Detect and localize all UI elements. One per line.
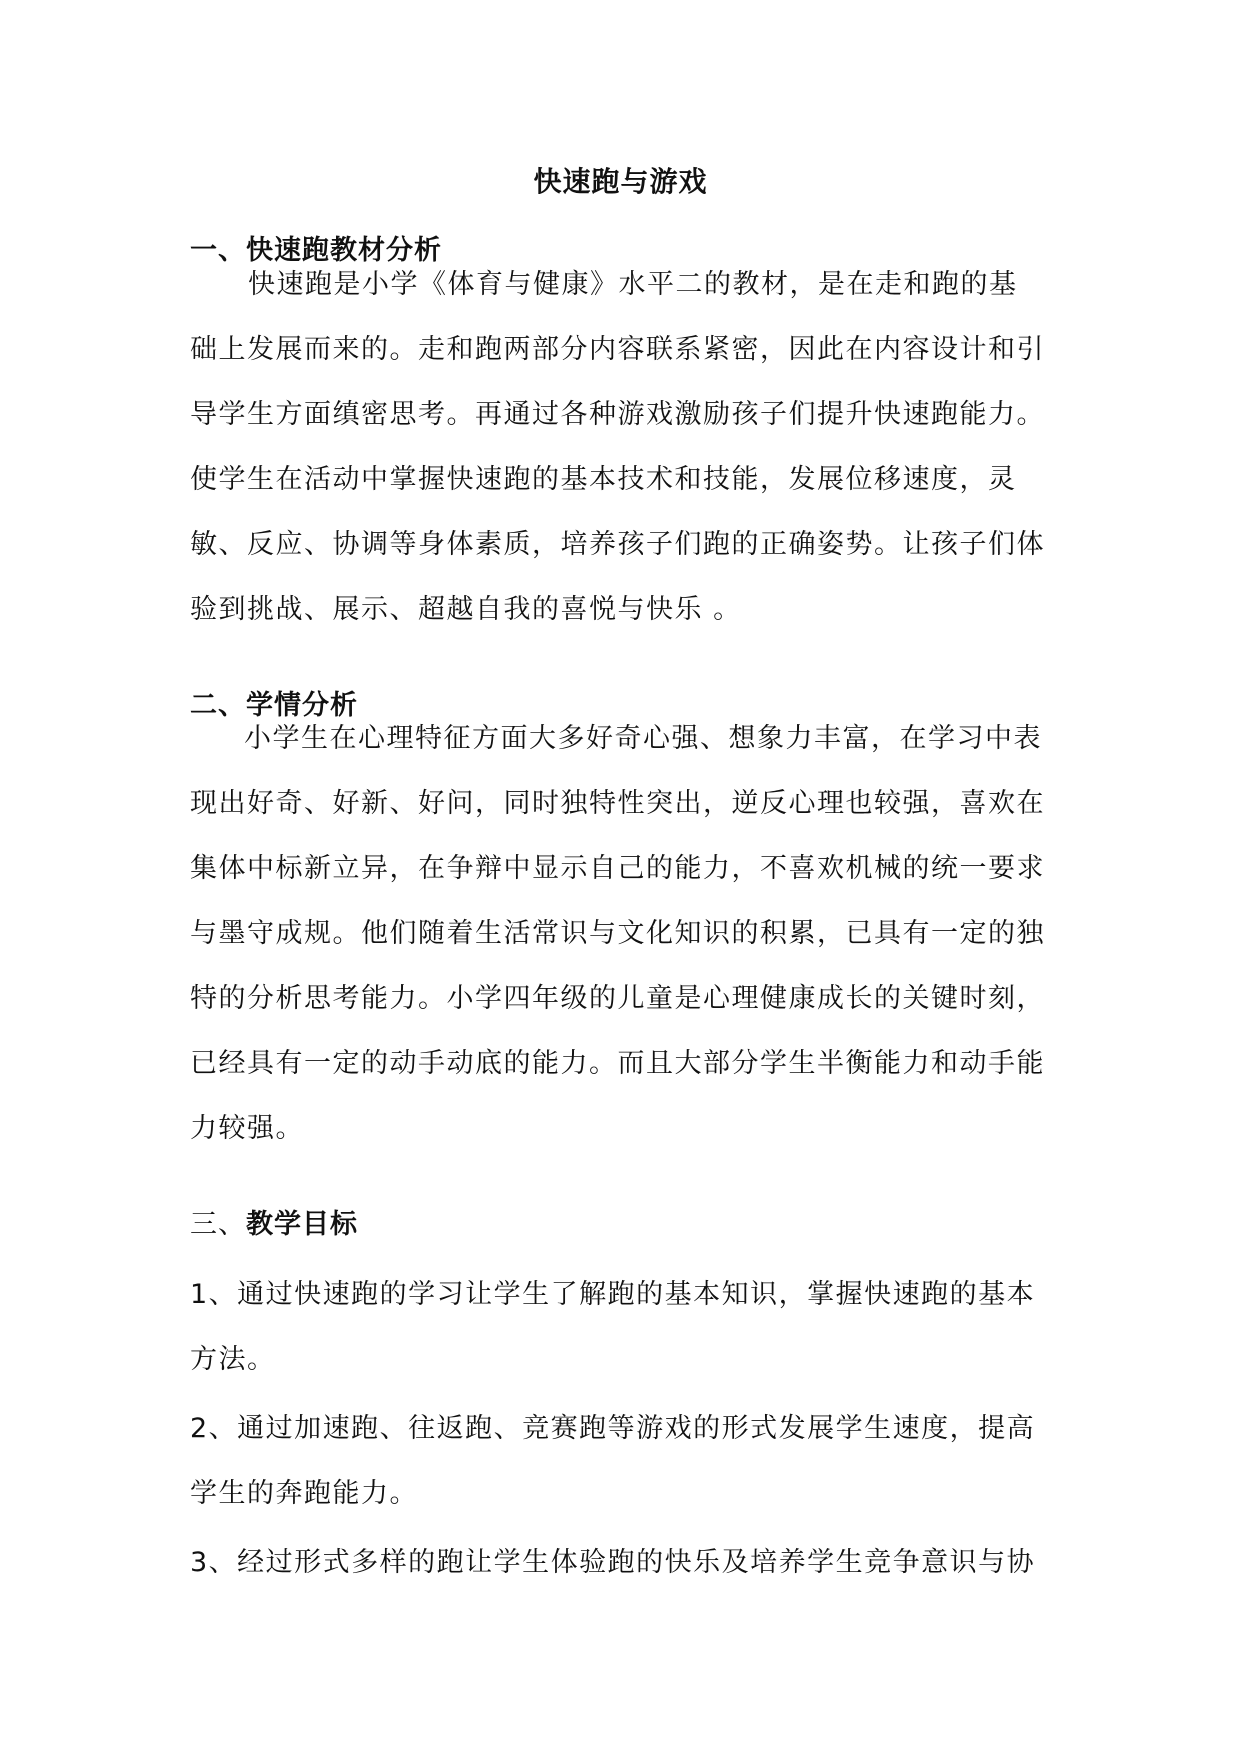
section-heading-text: 教学目标: [246, 1209, 358, 1240]
section-heading-textbook-analysis: 一、快速跑教材分析: [190, 235, 442, 266]
paragraph-line: 础上发展而来的。走和跑两部分内容联系紧密，因此在内容设计和引: [190, 334, 1045, 365]
paragraph-line: 与墨守成规。他们随着生活常识与文化知识的积累，已具有一定的独: [190, 918, 1045, 949]
goal-line: 2、通过加速跑、往返跑、竞赛跑等游戏的形式发展学生速度，提高: [190, 1413, 1036, 1444]
paragraph-line: 验到挑战、展示、超越自我的喜悦与快乐 。: [190, 594, 742, 625]
paragraph-line: 力较强。: [190, 1113, 304, 1144]
paragraph-student-analysis: [190, 706, 1060, 1161]
paragraph-line: 快速跑是小学《体育与健康》水平二的教材，是在走和跑的基: [248, 269, 1018, 300]
goal-line: 学生的奔跑能力。: [190, 1478, 418, 1509]
goal-item-1: [190, 1262, 1060, 1392]
paragraph-line: 小学生在心理特征方面大多好奇心强、想象力丰富，在学习中表: [244, 723, 1042, 754]
goal-item-2: [190, 1396, 1060, 1526]
section-heading-student-analysis: 二、学情分析: [190, 690, 358, 721]
paragraph-line: 现出好奇、好新、好问，同时独特性突出，逆反心理也较强，喜欢在: [190, 788, 1045, 819]
goal-item-3: [190, 1530, 1060, 1595]
paragraph-line: 使学生在活动中掌握快速跑的基本技术和技能，发展位移速度，灵: [190, 464, 1017, 495]
paragraph-line: 已经具有一定的动手动底的能力。而且大部分学生半衡能力和动手能: [190, 1048, 1045, 1079]
paragraph-line: 导学生方面缜密思考。再通过各种游戏激励孩子们提升快速跑能力。: [190, 399, 1045, 430]
section-heading-teaching-goals: [190, 1202, 358, 1241]
document-title: 快速跑与游戏: [533, 165, 708, 198]
paragraph-line: 特的分析思考能力。小学四年级的儿童是心理健康成长的关键时刻，: [190, 983, 1045, 1014]
goal-line: 方法。: [190, 1344, 276, 1375]
paragraph-line: 敏、反应、协调等身体素质，培养孩子们跑的正确姿势。让孩子们体: [190, 529, 1045, 560]
section-number: 三、: [190, 1209, 246, 1240]
goal-line: 1、通过快速跑的学习让学生了解跑的基本知识，掌握快速跑的基本: [190, 1279, 1036, 1310]
paragraph-line: 集体中标新立异，在争辩中显示自己的能力，不喜欢机械的统一要求: [190, 853, 1045, 884]
goal-line: 3、经过形式多样的跑让学生体验跑的快乐及培养学生竞争意识与协: [190, 1547, 1036, 1578]
paragraph-textbook-analysis: [190, 252, 1060, 642]
